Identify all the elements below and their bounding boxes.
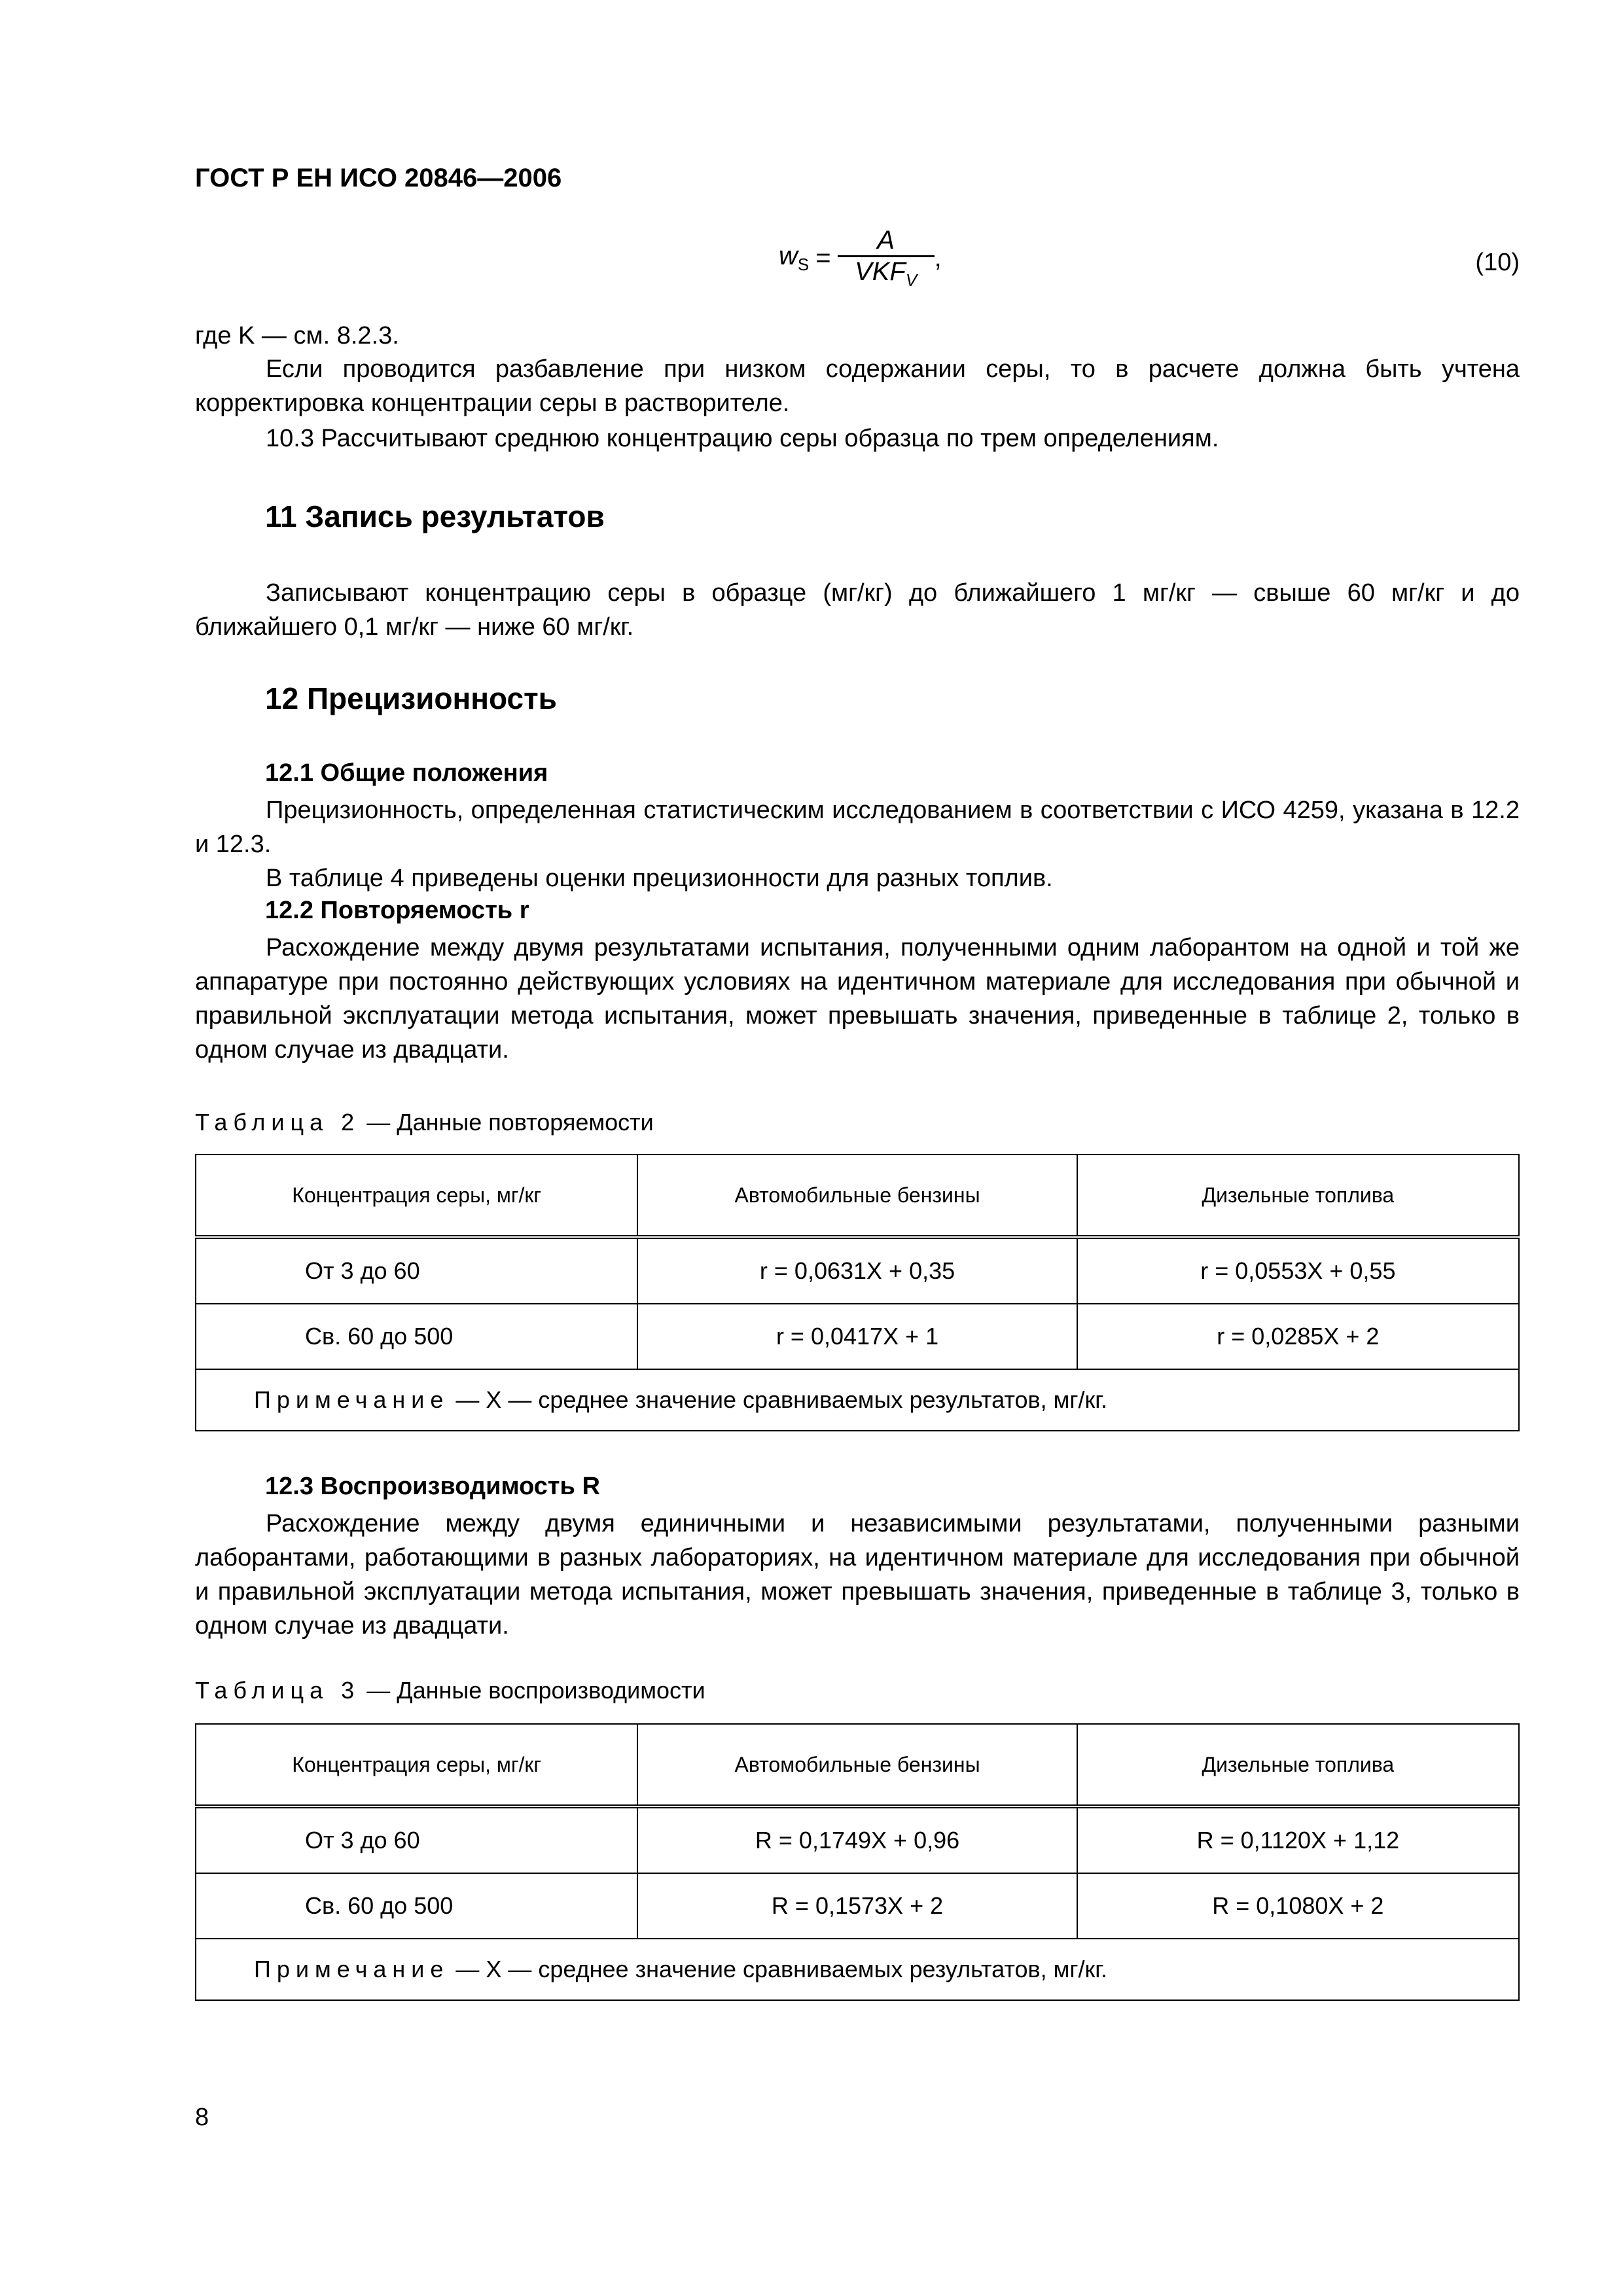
table-cell: r = 0,0417X + 1 bbox=[637, 1304, 1077, 1369]
where-text: где K — см. 8.2.3. bbox=[195, 322, 399, 350]
formula-denominator: VKF bbox=[855, 257, 906, 286]
table-cell: R = 0,1120X + 1,12 bbox=[1077, 1806, 1519, 1873]
paragraph-dilution: Если проводится разбавление при низком содержании серы, то в расчете должна быть учтена корректировка концентрации серы в растворителе. bbox=[195, 355, 1520, 417]
section-12-2-text: Расхождение между двумя результатами испытания, полученными одним лаборантом на одной и той же аппаратуре при постоянно действующих условиях на идентичном материале для исследования при обычной и правильной эксплуатации метода испытания, может превышать значения, приведенные в таблице 2, только в одном случае из двадцати. bbox=[195, 934, 1520, 1064]
table-note bbox=[196, 1369, 1519, 1431]
note-text: — X — среднее значение сравниваемых результатов, мг/кг. bbox=[449, 1956, 1107, 1982]
table-row bbox=[196, 1304, 1519, 1369]
table-cell: r = 0,0285X + 2 bbox=[1077, 1304, 1519, 1369]
header-cell: Дизельные топлива bbox=[1077, 1155, 1519, 1237]
note-label: Примечание bbox=[254, 1386, 450, 1413]
section-12-3-text: Расхождение между двумя единичными и независимыми результатами, полученными разными лаборантами, работающими в разных лабораториях, на идентичном материале для исследования при обычной и правильной эксплуатации метода испытания, может превышать значения, приведенные в таблице 3, только в одном случае из двадцати. bbox=[195, 1510, 1520, 1640]
table-3-reproducibility bbox=[195, 1723, 1520, 2001]
table-row bbox=[196, 1806, 1519, 1873]
table-cell: Св. 60 до 500 bbox=[196, 1873, 637, 1939]
caption-text: — Данные повторяемости bbox=[360, 1109, 654, 1136]
section-12-3-heading: 12.3 Воспроизводимость R bbox=[265, 1473, 600, 1500]
section-12-2-heading: 12.2 Повторяемость r bbox=[265, 897, 529, 924]
table-cell: Св. 60 до 500 bbox=[196, 1304, 637, 1369]
table-cell: R = 0,1080X + 2 bbox=[1077, 1873, 1519, 1939]
formula-number: (10) bbox=[1475, 249, 1520, 276]
note-text: — X — среднее значение сравниваемых результатов, мг/кг. bbox=[449, 1386, 1107, 1413]
table-cell: От 3 до 60 bbox=[196, 1237, 637, 1304]
table-3-caption bbox=[195, 1677, 705, 1704]
table-cell: От 3 до 60 bbox=[196, 1806, 637, 1873]
table-note bbox=[196, 1939, 1519, 2000]
caption-label: Таблица 3 bbox=[195, 1677, 361, 1704]
header-cell: Концентрация серы, мг/кг bbox=[196, 1724, 637, 1806]
header-cell: Автомобильные бензины bbox=[637, 1724, 1077, 1806]
table-row bbox=[196, 1873, 1519, 1939]
header-cell: Концентрация серы, мг/кг bbox=[196, 1155, 637, 1237]
section-11-text: Записывают концентрацию серы в образце (мг/кг) до ближайшего 1 мг/кг — свыше 60 мг/кг и до ближайшего 0,1 мг/кг — ниже 60 мг/кг. bbox=[195, 579, 1520, 641]
table-cell: R = 0,1573X + 2 bbox=[637, 1873, 1077, 1939]
formula-numerator: A bbox=[838, 226, 935, 257]
table-2-repeatability bbox=[195, 1154, 1520, 1431]
caption-label: Таблица 2 bbox=[195, 1109, 361, 1136]
section-12-1-heading: 12.1 Общие положения bbox=[265, 759, 548, 787]
section-11-heading: 11 Запись результатов bbox=[265, 499, 605, 533]
formula-denominator-sub: V bbox=[905, 270, 918, 290]
header-cell: Дизельные топлива bbox=[1077, 1724, 1519, 1806]
table-cell: r = 0,0631X + 0,35 bbox=[637, 1237, 1077, 1304]
table-cell: r = 0,0553X + 0,55 bbox=[1077, 1237, 1519, 1304]
section-12-1-p1: Прецизионность, определенная статистическим исследованием в соответствии с ИСО 4259, указана в 12.2 и 12.3. bbox=[195, 797, 1520, 858]
caption-text: — Данные воспроизводимости bbox=[360, 1677, 705, 1704]
note-label: Примечание bbox=[254, 1956, 450, 1982]
section-12-heading: 12 Прецизионность bbox=[265, 681, 557, 715]
page-number: 8 bbox=[195, 2104, 209, 2131]
formula-10: $w_S$ = A $VKF_V$ , bbox=[779, 226, 942, 290]
table-row bbox=[196, 1237, 1519, 1304]
table-cell: R = 0,1749X + 0,96 bbox=[637, 1806, 1077, 1873]
table-note-row bbox=[196, 1939, 1519, 2000]
section-12-1-p2: В таблице 4 приведены оценки прецизионности для разных топлив. bbox=[266, 865, 1053, 892]
document-header: ГОСТ Р ЕН ИСО 20846—2006 bbox=[195, 164, 562, 192]
formula-lhs-sub: S bbox=[797, 255, 810, 274]
header-cell: Автомобильные бензины bbox=[637, 1155, 1077, 1237]
table-2-caption bbox=[195, 1109, 654, 1136]
paragraph-10-3: 10.3 Рассчитывают среднюю концентрацию серы образца по трем определениям. bbox=[266, 425, 1219, 452]
table-note-row bbox=[196, 1369, 1519, 1431]
formula-lhs: w bbox=[779, 242, 798, 270]
